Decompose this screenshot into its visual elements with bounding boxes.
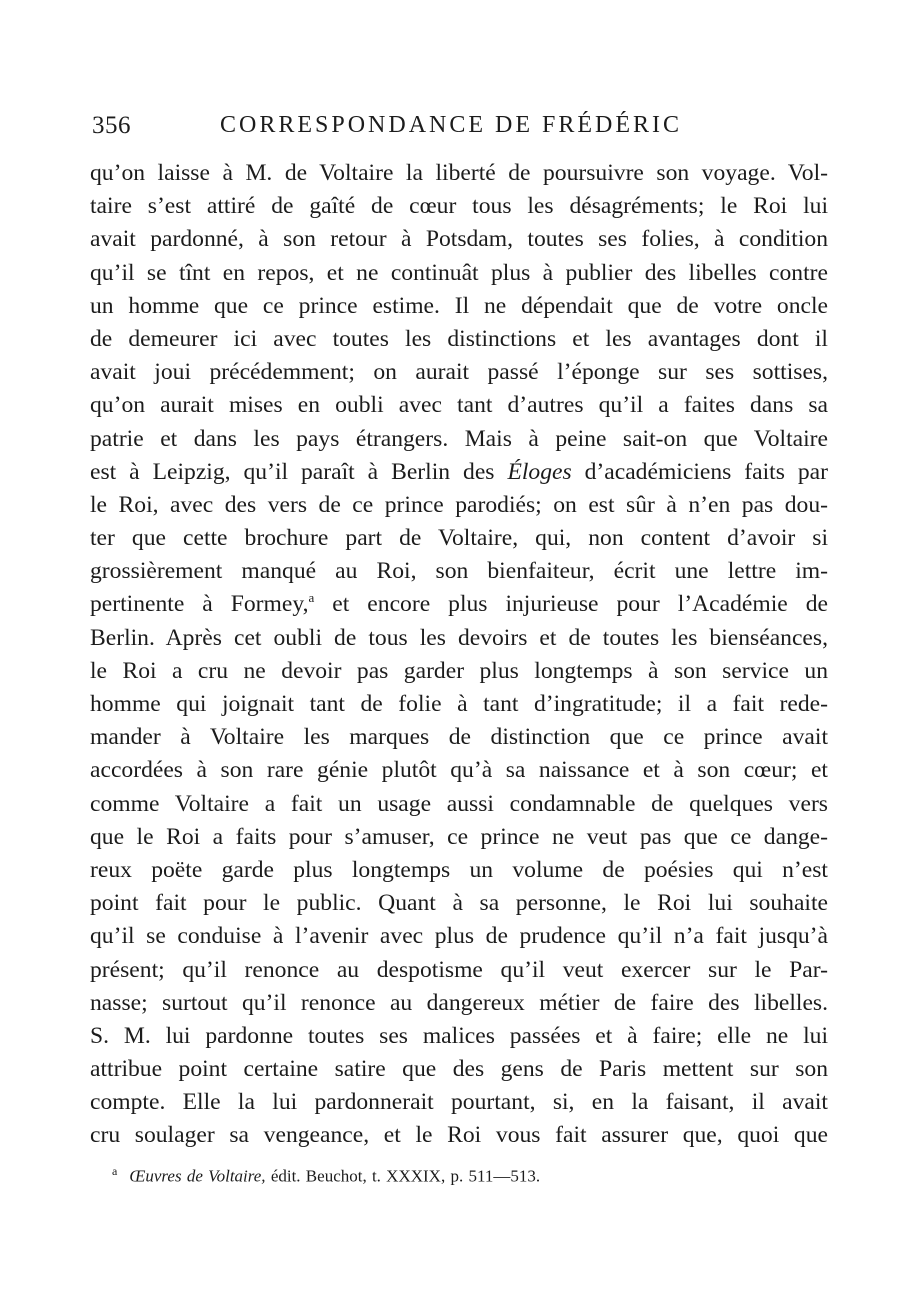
footnote	[112, 1164, 540, 1187]
line-segment: et encore plus injurieuse pour l’Académie de	[314, 591, 828, 618]
italic-title-eloges: Éloges	[507, 458, 572, 485]
text-line: cru soulager sa vengeance, et le Roi vous fait assurer que, quoi que	[90, 1122, 828, 1149]
text-line: qu’on aurait mises en oubli avec tant d’autres qu’il a faites dans sa	[90, 392, 828, 419]
text-line: un homme que ce prince estime. Il ne dépendait que de votre oncle	[90, 292, 828, 319]
text-line: accordées à son rare génie plutôt qu’à sa naissance et à son cœur; et	[90, 757, 828, 784]
text-line: attribue point certaine satire que des gens de Paris mettent sur son	[90, 1056, 828, 1083]
text-line: grossièrement manqué au Roi, son bienfaiteur, écrit une lettre im-	[90, 558, 828, 585]
text-line: le Roi, avec des vers de ce prince parodiés; on est sûr à n’en pas dou-	[90, 491, 828, 518]
text-line: avait pardonné, à son retour à Potsdam, toutes ses folies, à condition	[90, 226, 828, 253]
text-line-eloges	[90, 456, 828, 489]
footnote-mark: a	[112, 1164, 118, 1178]
text-line: point fait pour le public. Quant à sa personne, le Roi lui souhaite	[90, 890, 828, 917]
text-line: S. M. lui pardonne toutes ses malices passées et à faire; elle ne lui	[90, 1022, 828, 1049]
text-line: avait joui précédemment; on aurait passé l’éponge sur ses sottises,	[90, 359, 828, 386]
line-segment: d’académiciens faits par	[571, 458, 828, 485]
text-line: qu’on laisse à M. de Voltaire la liberté de poursuivre son voyage. Vol-	[90, 160, 828, 186]
line-segment: pertinente à Formey,	[90, 591, 309, 618]
text-line: présent; qu’il renonce au despotisme qu’il veut exercer sur le Par-	[90, 956, 828, 983]
text-line: patrie et dans les pays étrangers. Mais à peine sait-on que Voltaire	[90, 425, 828, 452]
footnote-reference-mark: a	[308, 590, 315, 606]
text-line: de demeurer ici avec toutes les distinctions et les avantages dont il	[90, 325, 828, 352]
body-text	[90, 157, 828, 1153]
line-segment: est à Leipzig, qu’il paraît à Berlin des	[90, 458, 508, 485]
footnote-title: Œuvres de Voltaire,	[129, 1166, 266, 1186]
running-head: CORRESPONDANCE DE FRÉDÉRIC	[220, 112, 683, 138]
text-line: qu’il se conduise à l’avenir avec plus de prudence qu’il n’a fait jusqu’à	[90, 923, 828, 950]
text-line: homme qui joignait tant de folie à tant d’ingratitude; il a fait rede-	[90, 691, 828, 717]
text-line-formey	[90, 588, 828, 621]
text-line: reux poëte garde plus longtemps un volume de poésies qui n’est	[90, 856, 828, 883]
page-header	[92, 112, 827, 146]
footnote-text: édit. Beuchot, t. XXXIX, p. 511—513.	[265, 1166, 541, 1186]
text-line: comme Voltaire a fait un usage aussi condamnable de quelques vers	[90, 790, 828, 817]
text-line: Berlin. Après cet oubli de tous les devoirs et de toutes les bienséances,	[90, 624, 828, 651]
text-line: le Roi a cru ne devoir pas garder plus longtemps à son service un	[90, 657, 828, 684]
text-line: nasse; surtout qu’il renonce au dangereux métier de faire des libelles.	[90, 989, 828, 1016]
text-line: mander à Voltaire les marques de distinction que ce prince avait	[90, 724, 828, 751]
text-line: taire s’est attiré de gaîté de cœur tous les désagréments; le Roi lui	[90, 193, 828, 220]
text-line: que le Roi a faits pour s’amuser, ce prince ne veut pas que ce dange-	[90, 823, 828, 850]
text-line: qu’il se tînt en repos, et ne continuât plus à publier des libelles contre	[90, 259, 828, 286]
page-number: 356	[92, 112, 131, 139]
text-line: compte. Elle la lui pardonnerait pourtant, si, en la faisant, il avait	[90, 1089, 828, 1116]
text-line: ter que cette brochure part de Voltaire, qui, non content d’avoir si	[90, 525, 828, 552]
